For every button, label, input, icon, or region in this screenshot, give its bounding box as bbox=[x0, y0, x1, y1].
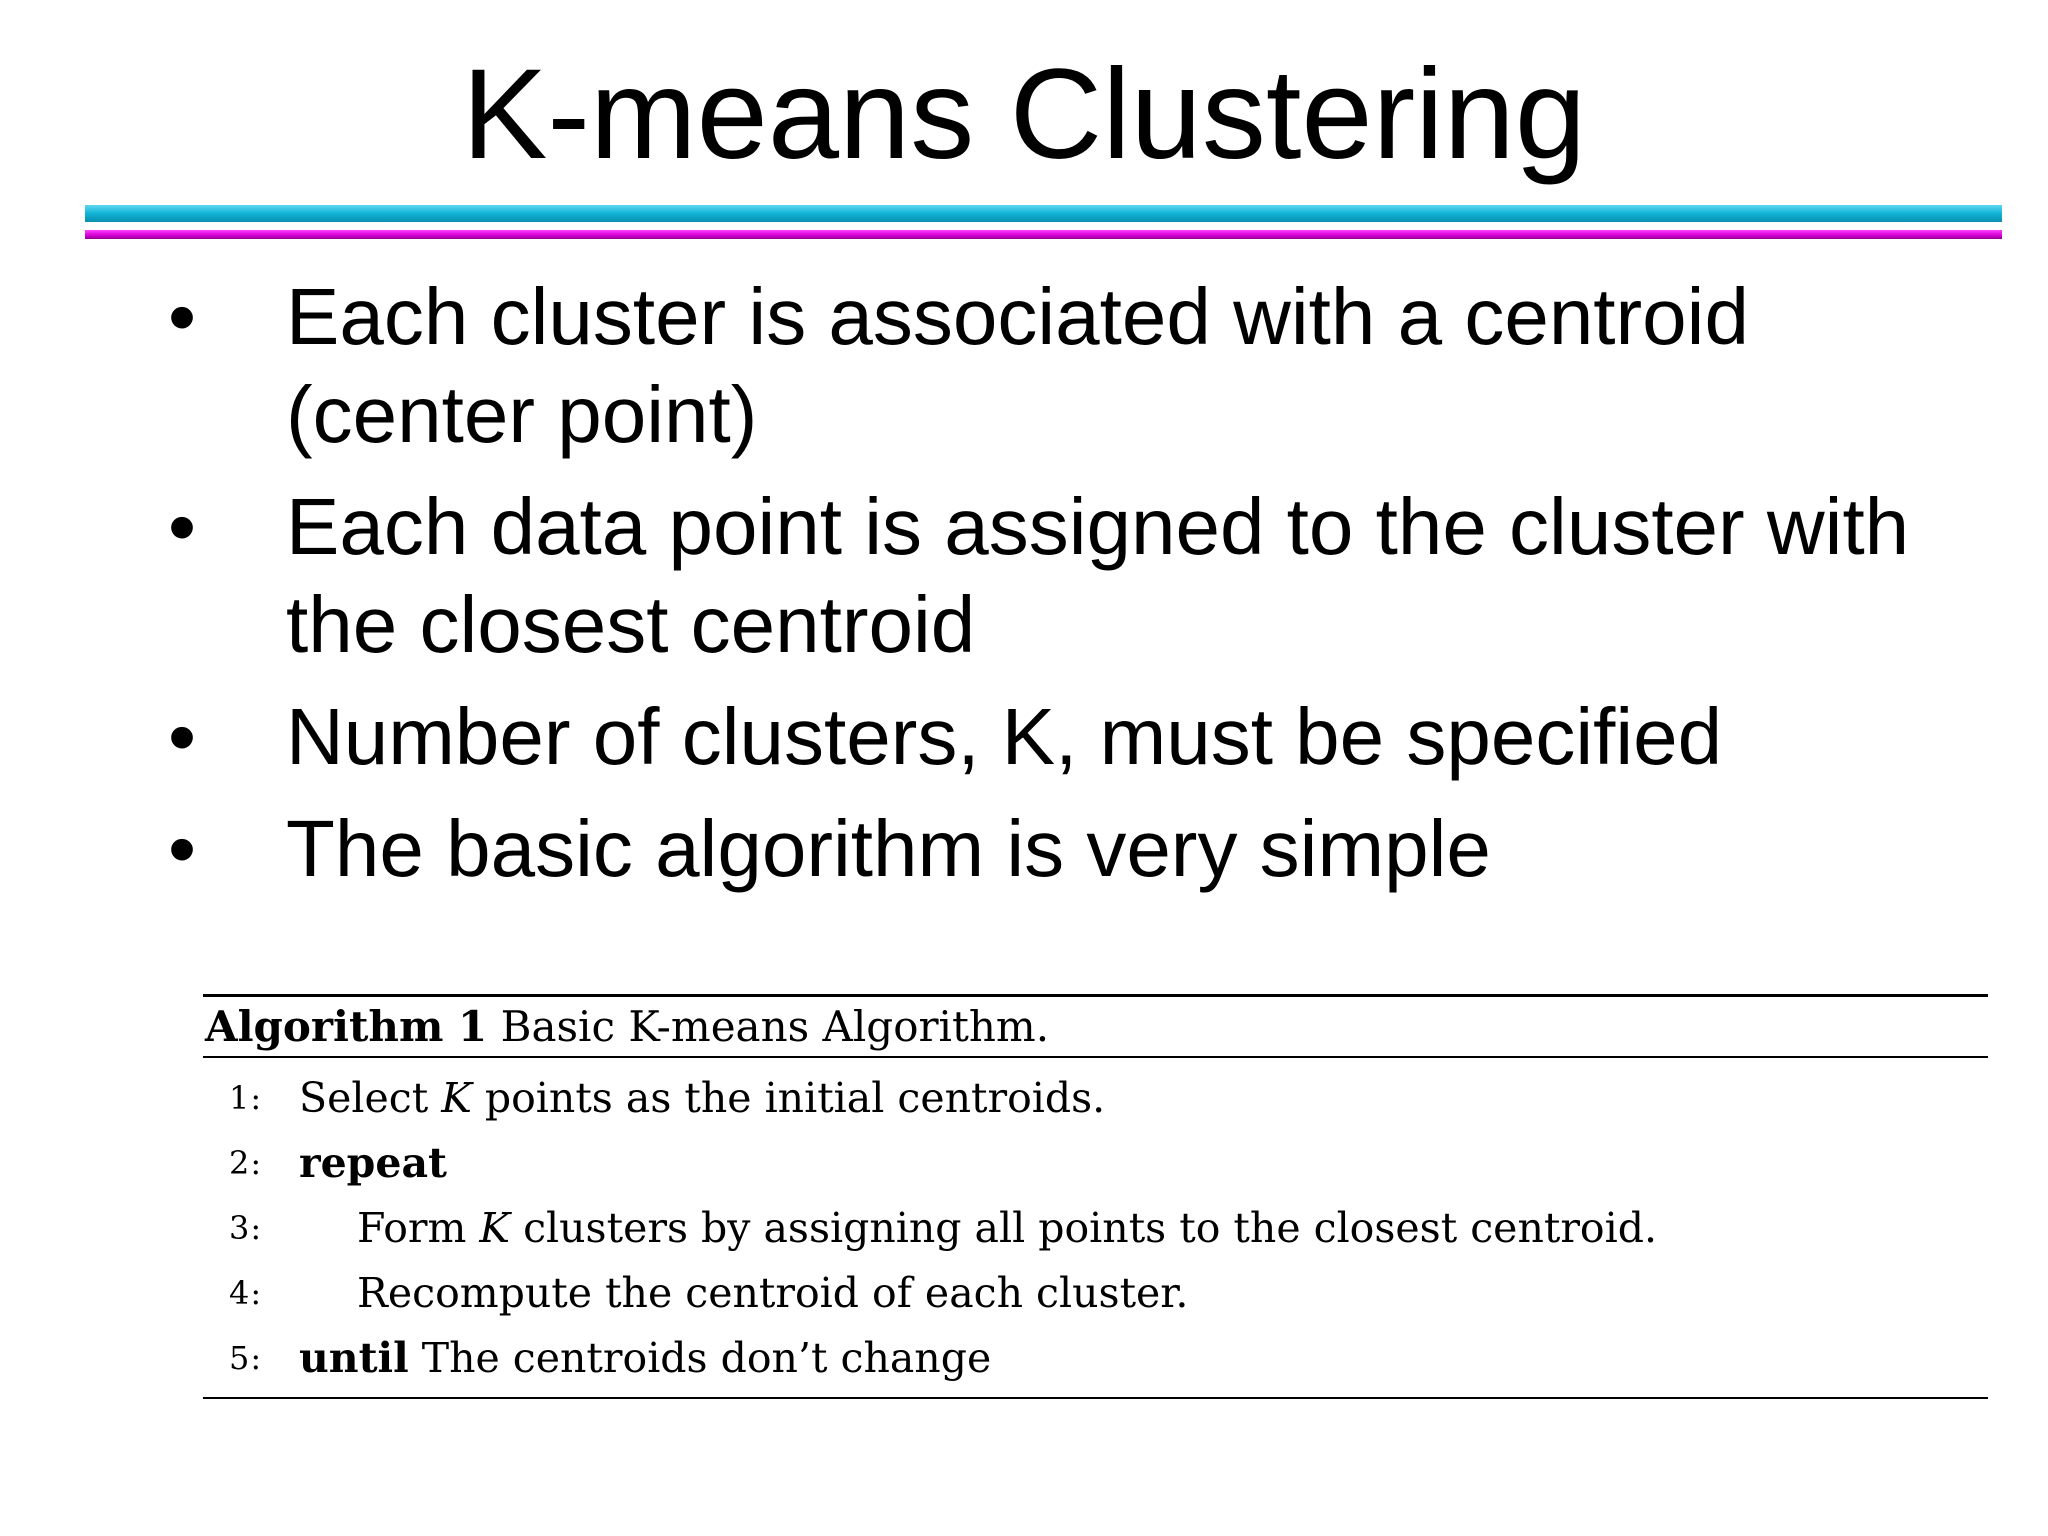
bullet-text: Each cluster is associated with a centroid (center point) bbox=[286, 272, 1749, 459]
algorithm-caption-text: Basic K-means Algorithm. bbox=[500, 1002, 1050, 1051]
bullet-text: The basic algorithm is very simple bbox=[286, 804, 1491, 893]
algorithm-line-4 bbox=[203, 1261, 1988, 1326]
algorithm-box bbox=[203, 994, 1988, 1399]
bullet-text: Number of clusters, K, must be specified bbox=[286, 692, 1723, 781]
line-text bbox=[299, 1326, 991, 1391]
algorithm-bottom-rule bbox=[203, 1397, 1988, 1399]
line-text bbox=[299, 1066, 1105, 1131]
title-divider-magenta bbox=[85, 230, 2002, 239]
line-number: 4: bbox=[229, 1274, 263, 1312]
line-number: 3: bbox=[229, 1209, 263, 1247]
bullet-item bbox=[0, 478, 2048, 674]
bullet-marker: • bbox=[167, 692, 196, 781]
variable-k: K bbox=[441, 1074, 472, 1122]
algorithm-line-2 bbox=[203, 1131, 1988, 1196]
line-number: 1: bbox=[229, 1079, 263, 1117]
algorithm-line-3 bbox=[203, 1196, 1988, 1261]
bullet-marker: • bbox=[167, 804, 196, 893]
line-number: 5: bbox=[229, 1339, 263, 1377]
bullet-list bbox=[0, 268, 2048, 912]
line-number: 2: bbox=[229, 1144, 263, 1182]
line-text: Recompute the centroid of each cluster. bbox=[357, 1269, 1189, 1317]
algorithm-line-5 bbox=[203, 1326, 1988, 1391]
keyword-repeat: repeat bbox=[299, 1139, 447, 1187]
line-text bbox=[357, 1196, 1657, 1261]
bullet-marker: • bbox=[167, 272, 196, 361]
bullet-item bbox=[0, 688, 2048, 786]
line-text-pre: Form bbox=[357, 1204, 480, 1252]
line-text-post: The centroids don’t change bbox=[408, 1334, 992, 1382]
algorithm-steps bbox=[203, 1058, 1988, 1397]
line-text bbox=[299, 1131, 447, 1196]
line-text-pre: Select bbox=[299, 1074, 442, 1122]
line-text-post: points as the initial centroids. bbox=[471, 1074, 1106, 1122]
line-text-post: clusters by assigning all points to the closest centroid. bbox=[510, 1204, 1658, 1252]
bullet-text: Each data point is assigned to the cluster with the closest centroid bbox=[286, 482, 1910, 669]
bullet-item bbox=[0, 800, 2048, 898]
algorithm-line-1 bbox=[203, 1066, 1988, 1131]
title-divider-cyan bbox=[85, 205, 2002, 222]
slide-title: K-means Clustering bbox=[462, 43, 1586, 186]
keyword-until: until bbox=[299, 1334, 409, 1382]
variable-k: K bbox=[479, 1204, 511, 1252]
algorithm-caption bbox=[203, 997, 1988, 1056]
bullet-item bbox=[0, 268, 2048, 464]
algorithm-label: Algorithm 1 bbox=[205, 1002, 488, 1051]
bullet-marker: • bbox=[167, 482, 196, 571]
